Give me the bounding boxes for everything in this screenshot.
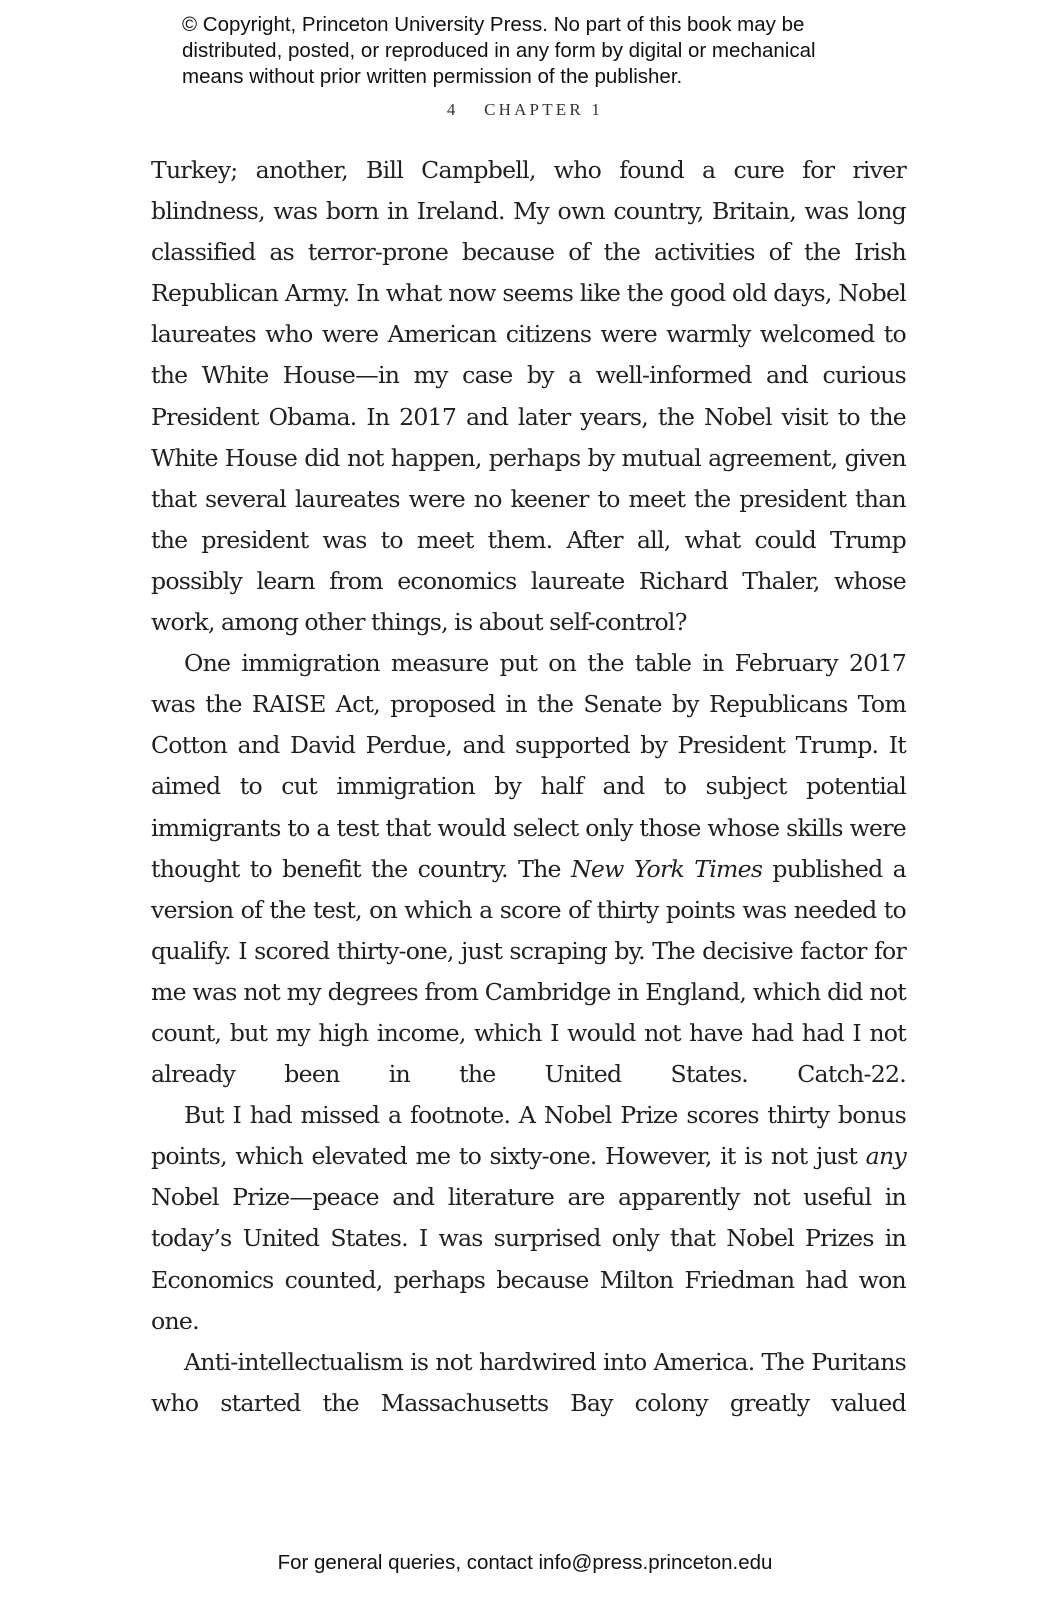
running-head: [0, 100, 1050, 120]
paragraph: Turkey; another, Bill Campbell, who found a cure for river blindness, was born in Ireland. My own country, Britain, was long classified as terror-prone because of the activities of the Irish Republican Army. In what now seems like the good old days, Nobel laureates who were American citizens were warmly welcomed to the White House—in my case by a well-informed and curious President Obama. In 2017 and later years, the Nobel visit to the White House did not happen, perhaps by mutual agreement, given that several laureates were no keener to meet the president than the president was to meet them. After all, what could Trump possibly learn from economics laureate Richard Thaler, whose work, among other things, is about self-control?: [151, 156, 906, 637]
chapter-label: CHAPTER 1: [484, 100, 604, 119]
copyright-notice: [182, 12, 962, 90]
copyright-line: means without prior written permission of the publisher.: [182, 65, 683, 88]
italic-title: New York Times: [570, 854, 763, 883]
italic-emphasis: any: [865, 1142, 906, 1171]
copyright-line: © Copyright, Princeton University Press. No part of this book may be: [182, 13, 805, 36]
text-run: One immigration measure put on the table in February 2017 was the RAISE Act, proposed in the Senate by Republicans Tom Cotton and David Perdue, and supported by President Trump. It aimed to cut immigration by half and to subject potential immigrants to a test that would select only those whose skills were thought to benefit the country. The: [151, 649, 906, 883]
text-run: published a version of the test, on which a score of thirty points was needed to qualify. I scored thirty-one, just scraping by. The decisive factor for me was not my degrees from Cambridge in England, which did not count, but my high income, which I would not have had had I not already been in the United States. Catch-22.: [151, 854, 906, 1089]
paragraph: [151, 1095, 906, 1342]
text-run: But I had missed a footnote. A Nobel Prize scores thirty bonus points, which elevated me to sixty-one. However, it is not just: [151, 1101, 906, 1171]
paragraph: [151, 643, 906, 1095]
paragraph: Anti-intellectualism is not hardwired into America. The Puritans who started the Massachusetts Bay colony greatly valued: [151, 1347, 906, 1417]
body-text: [151, 150, 906, 1424]
footer-contact: For general queries, contact info@press.princeton.edu: [277, 1551, 773, 1574]
page-number: 4: [446, 100, 459, 119]
text-run: Nobel Prize—peace and literature are apparently not useful in today’s United States. I was surprised only that Nobel Prizes in Economics counted, perhaps because Milton Friedman had won one.: [151, 1183, 906, 1335]
copyright-line: distributed, posted, or reproduced in any form by digital or mechanical: [182, 39, 816, 62]
